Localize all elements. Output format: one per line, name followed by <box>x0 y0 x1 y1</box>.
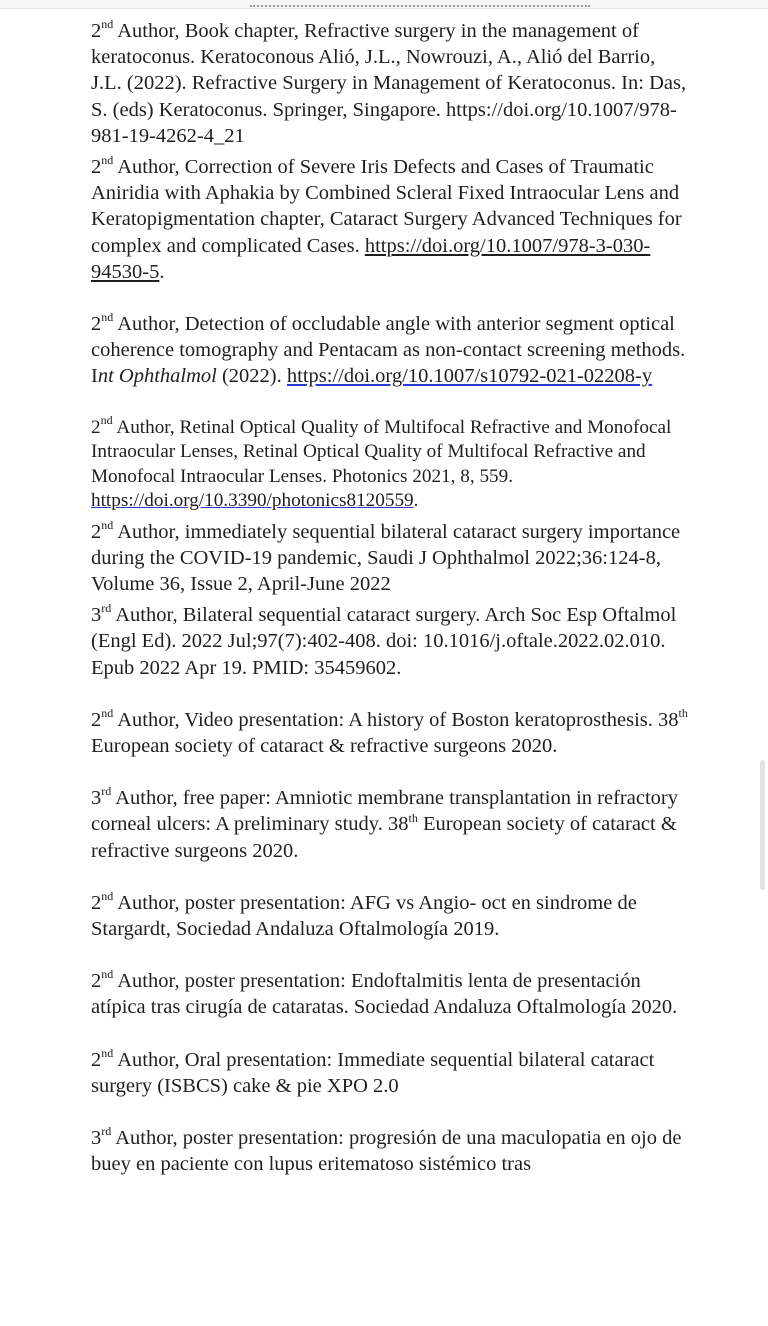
doi-link[interactable]: https://doi.org/10.3390/photonics8120559 <box>91 490 414 512</box>
publication-entry: 2nd Author, Detection of occludable angle with anterior segment optical coherence tomography and Pentacam as non-contact screening methods. Int Ophthalmol (2022). https://doi.org/10.1007/s10792-021-02208-y <box>91 310 686 388</box>
publication-entry: 2nd Author, Retinal Optical Quality of Multifocal Refractive and Monofocal Intraocular Lenses, Retinal Optical Quality of Multifocal Refractive and Monofocal Intraocular Lenses. Photonics 2021, 8, 559. https://doi.org/10.3390/photonics8120559. <box>91 413 672 512</box>
scrollbar[interactable] <box>760 760 765 890</box>
publication-entry: 2nd Author, immediately sequential bilateral cataract surgery importance during the COVID-19 pandemic, Saudi J Ophthalmol 2022;36:124-8, Volume 36, Issue 2, April-June 2022 <box>91 517 681 596</box>
publication-entry: 2nd Author, Video presentation: A history of Boston keratoprosthesis. 38th European society of cataract & refractive surgeons 2020. <box>91 706 688 758</box>
clipped-previous-line <box>0 0 768 9</box>
publication-entry: 2nd Author, Book chapter, Refractive surgery in the management of keratoconus. Keratoconous Alió, J.L., Nowrouzi, A., Alió del Barrio, J.L. (2022). Refractive Surgery in Management of Keratoconus. In: Das, S. (eds) Keratoconus. Springer, Singapore. https://doi.org/10.1007/978-981-19-4262-4_21 <box>91 17 687 147</box>
publication-entry: 3rd Author, free paper: Amniotic membrane transplantation in refractory corneal ulcers: A preliminary study. 38th European society of cataract & refractive surgeons 2020. <box>91 784 678 862</box>
publication-list <box>91 18 691 1178</box>
publication-entry: 2nd Author, Oral presentation: Immediate sequential bilateral cataract surgery (ISBCS) cake & pie XPO 2.0 <box>91 1045 655 1097</box>
doi-link[interactable]: https://doi.org/10.1007/s10792-021-02208-y <box>286 365 653 388</box>
publication-entry: 2nd Author, poster presentation: AFG vs Angio- oct en sindrome de Stargardt, Sociedad Andaluza Oftalmología 2019. <box>91 889 637 941</box>
publication-entry: 2nd Author, poster presentation: Endoftalmitis lenta de presentación atípica tras cirugía de cataratas. Sociedad Andaluza Oftalmología 2020. <box>91 967 678 1019</box>
doi-link[interactable]: https://doi.org/10.1007/978-3-030-94530-5 <box>91 234 651 283</box>
publication-entry: 3rd Author, Bilateral sequential cataract surgery. Arch Soc Esp Oftalmol (Engl Ed). 2022 Jul;97(7):402-408. doi: 10.1016/j.oftale.2022.02.010. Epub 2022 Apr 19. PMID: 35459602. <box>91 601 677 679</box>
publication-entry: 2nd Author, Correction of Severe Iris Defects and Cases of Traumatic Aniridia with Aphakia by Combined Scleral Fixed Intraocular Lens and Keratopigmentation chapter, Cataract Surgery Advanced Techniques for complex and complicated Cases. https://doi.org/10.1007/978-3-030-94530-5. <box>91 153 682 283</box>
publication-entry: 3rd Author, poster presentation: progresión de una maculopatia en ojo de buey en paciente con lupus eritematoso sistémico tras <box>91 1124 682 1176</box>
